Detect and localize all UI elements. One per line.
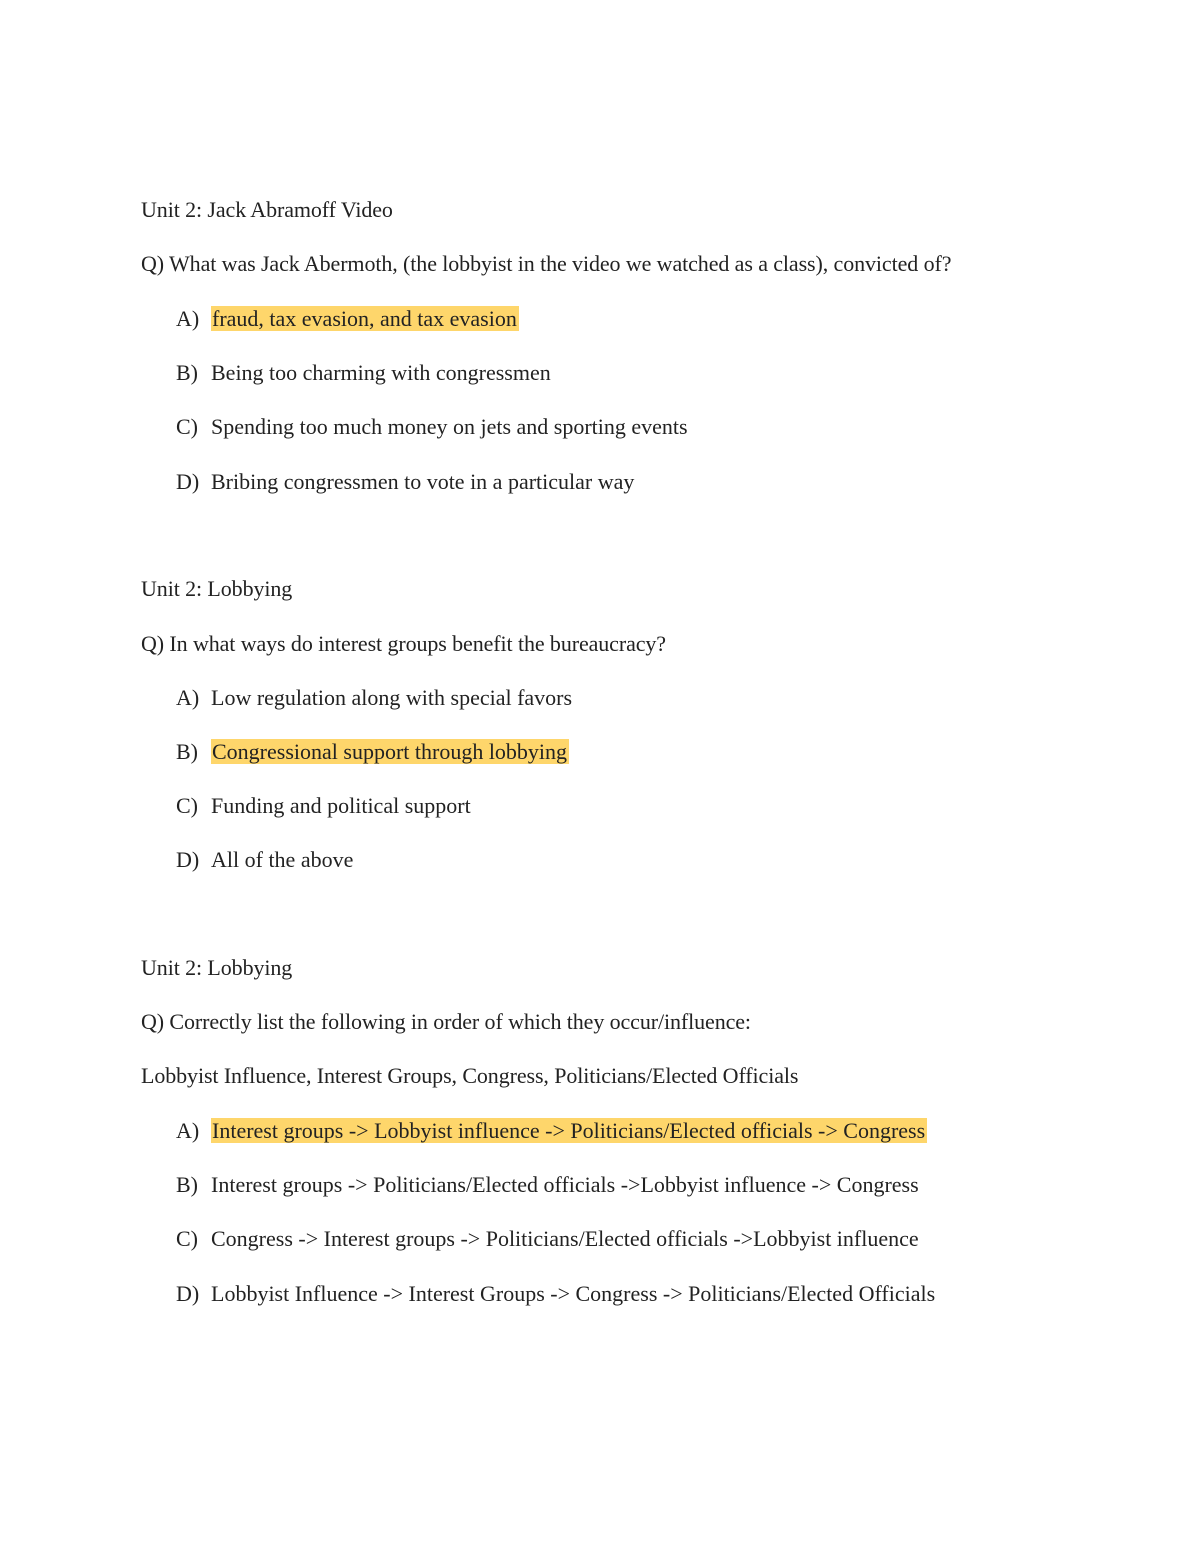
section-heading: Unit 2: Jack Abramoff Video (141, 197, 393, 222)
question-items-list: Lobbyist Influence, Interest Groups, Congress, Politicians/Elected Officials (141, 1063, 799, 1088)
answer-option (176, 1117, 927, 1145)
option-letter: D) (176, 1281, 200, 1306)
answer-option (176, 305, 519, 333)
answer-option (176, 738, 569, 766)
option-letter: A) (176, 1118, 200, 1143)
option-text: All of the above (211, 847, 354, 872)
question-text: Q) In what ways do interest groups benefit the bureaucracy? (141, 631, 666, 656)
option-letter: D) (176, 469, 200, 494)
option-letter: B) (176, 739, 198, 764)
question-text: Q) Correctly list the following in order of which they occur/influence: (141, 1009, 751, 1034)
option-text: Funding and political support (211, 793, 471, 818)
option-text: Lobbyist Influence -> Interest Groups -> Congress -> Politicians/Elected Officials (211, 1281, 936, 1306)
section-heading: Unit 2: Lobbying (141, 576, 293, 601)
answer-option (176, 1225, 919, 1253)
option-text: Bribing congressmen to vote in a particular way (211, 469, 635, 494)
answer-option (176, 1171, 919, 1199)
option-letter: B) (176, 1172, 198, 1197)
option-letter: A) (176, 306, 200, 331)
answer-option (176, 413, 688, 441)
section-heading: Unit 2: Lobbying (141, 955, 293, 980)
option-text: Congress -> Interest groups -> Politicians/Elected officials ->Lobbyist influence (211, 1226, 919, 1251)
option-letter: D) (176, 847, 200, 872)
answer-option (176, 684, 572, 712)
option-text-highlighted: fraud, tax evasion, and tax evasion (212, 306, 517, 331)
option-text: Spending too much money on jets and sporting events (211, 414, 688, 439)
option-letter: C) (176, 414, 198, 439)
answer-option (176, 468, 634, 496)
option-text-highlighted: Interest groups -> Lobbyist influence -> Politicians/Elected officials -> Congress (212, 1118, 926, 1143)
option-letter: A) (176, 685, 200, 710)
answer-option (176, 792, 471, 820)
option-letter: C) (176, 1226, 198, 1251)
answer-option (176, 846, 353, 874)
option-text-highlighted: Congressional support through lobbying (212, 739, 568, 764)
answer-option (176, 359, 551, 387)
answer-option (176, 1280, 935, 1308)
option-text: Low regulation along with special favors (211, 685, 573, 710)
option-letter: C) (176, 793, 198, 818)
option-text: Being too charming with congressmen (211, 360, 551, 385)
question-text: Q) What was Jack Abermoth, (the lobbyist in the video we watched as a class), convicted of? (141, 251, 952, 276)
option-letter: B) (176, 360, 198, 385)
option-text: Interest groups -> Politicians/Elected officials ->Lobbyist influence -> Congress (211, 1172, 919, 1197)
